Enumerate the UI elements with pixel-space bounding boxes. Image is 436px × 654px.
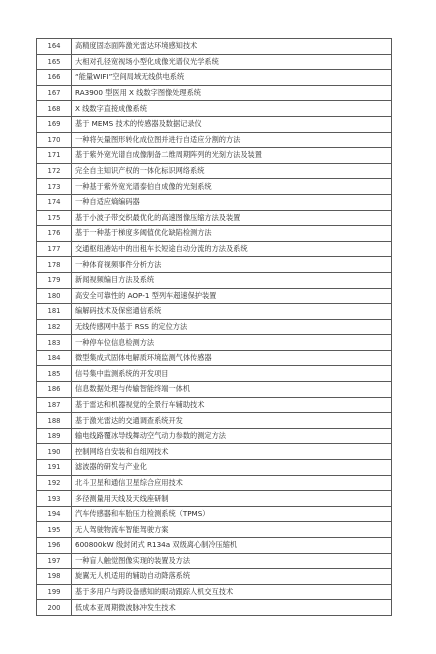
- row-number: 187: [37, 397, 72, 413]
- table-row: [37, 491, 392, 507]
- project-name: 信号集中监测系统的开发项目: [72, 366, 392, 382]
- table-row: [37, 397, 392, 413]
- row-number: 185: [37, 366, 72, 382]
- table-row: [37, 272, 392, 288]
- project-name: 旋翼无人机适用的辅助自动降落系统: [72, 569, 392, 585]
- row-number: 181: [37, 304, 72, 320]
- table-row: [37, 210, 392, 226]
- row-number: 196: [37, 538, 72, 554]
- table-row: [37, 54, 392, 70]
- project-name: 基于雷达和机器视觉的全景行车辅助技术: [72, 397, 392, 413]
- project-name: 滤波器的研发与产业化: [72, 460, 392, 476]
- table-row: [37, 132, 392, 148]
- project-name: 基于多用户与跨设备感知的眼动跟踪人机交互技术: [72, 584, 392, 600]
- row-number: 188: [37, 413, 72, 429]
- project-name: 一种将矢量图形转化成位图并进行自适应分割的方法: [72, 132, 392, 148]
- project-name: 基于一种基于梯度多阈值优化缺陷检测方法: [72, 226, 392, 242]
- row-number: 168: [37, 101, 72, 117]
- row-number: 164: [37, 39, 72, 55]
- table-row: [37, 460, 392, 476]
- row-number: 167: [37, 85, 72, 101]
- table-row: [37, 522, 392, 538]
- table-row: [37, 335, 392, 351]
- table-row: [37, 288, 392, 304]
- table-row: [37, 382, 392, 398]
- row-number: 184: [37, 350, 72, 366]
- project-name: 多径测量用天线及天线座研制: [72, 491, 392, 507]
- row-number: 191: [37, 460, 72, 476]
- row-number: 190: [37, 444, 72, 460]
- row-number: 197: [37, 553, 72, 569]
- table-row: [37, 569, 392, 585]
- table-row: [37, 101, 392, 117]
- project-name: 北斗卫星和通信卫星综合应用技术: [72, 475, 392, 491]
- table-row: [37, 553, 392, 569]
- table-row: [37, 39, 392, 55]
- project-name: 编解码技术及保密通信系统: [72, 304, 392, 320]
- table-row: [37, 428, 392, 444]
- table-row: [37, 163, 392, 179]
- table-row: [37, 584, 392, 600]
- project-name: 大相对孔径宽视场小型化成像光谱仪光学系统: [72, 54, 392, 70]
- row-number: 183: [37, 335, 72, 351]
- project-name: 无人驾驶物流车智能驾驶方案: [72, 522, 392, 538]
- project-name: 微型集成式固体电解质环境监测气体传感器: [72, 350, 392, 366]
- technology-list-table: [36, 38, 392, 616]
- table-row: [37, 179, 392, 195]
- row-number: 171: [37, 148, 72, 164]
- row-number: 199: [37, 584, 72, 600]
- project-name: RA3900 型医用 X 线数字图像处理系统: [72, 85, 392, 101]
- table-row: [37, 366, 392, 382]
- project-name: 一种盲人触觉图像实现的装置及方法: [72, 553, 392, 569]
- row-number: 166: [37, 70, 72, 86]
- project-name: 一种基于紫外宽光谱泰伯自成像的光刻系统: [72, 179, 392, 195]
- table-row: [37, 116, 392, 132]
- row-number: 194: [37, 506, 72, 522]
- project-name: 基于 MEMS 技术的传感器及数据记录仪: [72, 116, 392, 132]
- row-number: 192: [37, 475, 72, 491]
- row-number: 193: [37, 491, 72, 507]
- project-name: 低成本亚周期微波脉冲发生技术: [72, 600, 392, 616]
- row-number: 177: [37, 241, 72, 257]
- table-row: [37, 226, 392, 242]
- table-row: [37, 600, 392, 616]
- project-name: 一种自适应熵编码器: [72, 194, 392, 210]
- row-number: 175: [37, 210, 72, 226]
- table-row: [37, 444, 392, 460]
- row-number: 200: [37, 600, 72, 616]
- row-number: 169: [37, 116, 72, 132]
- table-row: [37, 319, 392, 335]
- table-row: [37, 475, 392, 491]
- row-number: 174: [37, 194, 72, 210]
- table-row: [37, 538, 392, 554]
- row-number: 180: [37, 288, 72, 304]
- project-name: 信息数据处理与传输智能终端一体机: [72, 382, 392, 398]
- project-name: 基于激光雷达的交通调查系统开发: [72, 413, 392, 429]
- project-name: 基于小波子带交织最优化的高速图像压缩方法及装置: [72, 210, 392, 226]
- row-number: 172: [37, 163, 72, 179]
- table-row: [37, 350, 392, 366]
- table-row: [37, 506, 392, 522]
- row-number: 170: [37, 132, 72, 148]
- project-name: 高安全可靠性的 AOP-1 型列车超速保护装置: [72, 288, 392, 304]
- project-name: 无线传感网中基于 RSS 的定位方法: [72, 319, 392, 335]
- row-number: 189: [37, 428, 72, 444]
- row-number: 179: [37, 272, 72, 288]
- project-name: 完全自主知识产权的一体化标识网络系统: [72, 163, 392, 179]
- project-name: 一种体育视频事件分析方法: [72, 257, 392, 273]
- table-row: [37, 304, 392, 320]
- project-name: X 线数字直接成像系统: [72, 101, 392, 117]
- row-number: 178: [37, 257, 72, 273]
- table-row: [37, 413, 392, 429]
- table-row: [37, 257, 392, 273]
- table-row: [37, 85, 392, 101]
- project-name: 汽车传感器和车胎压力检测系统（TPMS）: [72, 506, 392, 522]
- project-name: 基于紫外宽光谱自成像制备二维周期阵列的光刻方法及装置: [72, 148, 392, 164]
- table-row: [37, 70, 392, 86]
- row-number: 198: [37, 569, 72, 585]
- row-number: 165: [37, 54, 72, 70]
- project-name: 新闻视频编目方法及系统: [72, 272, 392, 288]
- project-name: 高精度固态面阵激光雷达环境感知技术: [72, 39, 392, 55]
- table-body: [37, 39, 392, 616]
- row-number: 195: [37, 522, 72, 538]
- project-name: “能量WIFI”空间局域无线供电系统: [72, 70, 392, 86]
- table-row: [37, 148, 392, 164]
- project-name: 控制网络自安装和自组网技术: [72, 444, 392, 460]
- table-row: [37, 194, 392, 210]
- table-row: [37, 241, 392, 257]
- project-name: 输电线路覆冰导线舞动空气动力参数的测定方法: [72, 428, 392, 444]
- row-number: 173: [37, 179, 72, 195]
- row-number: 182: [37, 319, 72, 335]
- row-number: 186: [37, 382, 72, 398]
- project-name: 600800kW 级封闭式 R134a 双级离心制冷压缩机: [72, 538, 392, 554]
- project-name: 一种停车位信息检测方法: [72, 335, 392, 351]
- row-number: 176: [37, 226, 72, 242]
- project-name: 交通枢纽港站中的出租车长短途自动分流的方法及系统: [72, 241, 392, 257]
